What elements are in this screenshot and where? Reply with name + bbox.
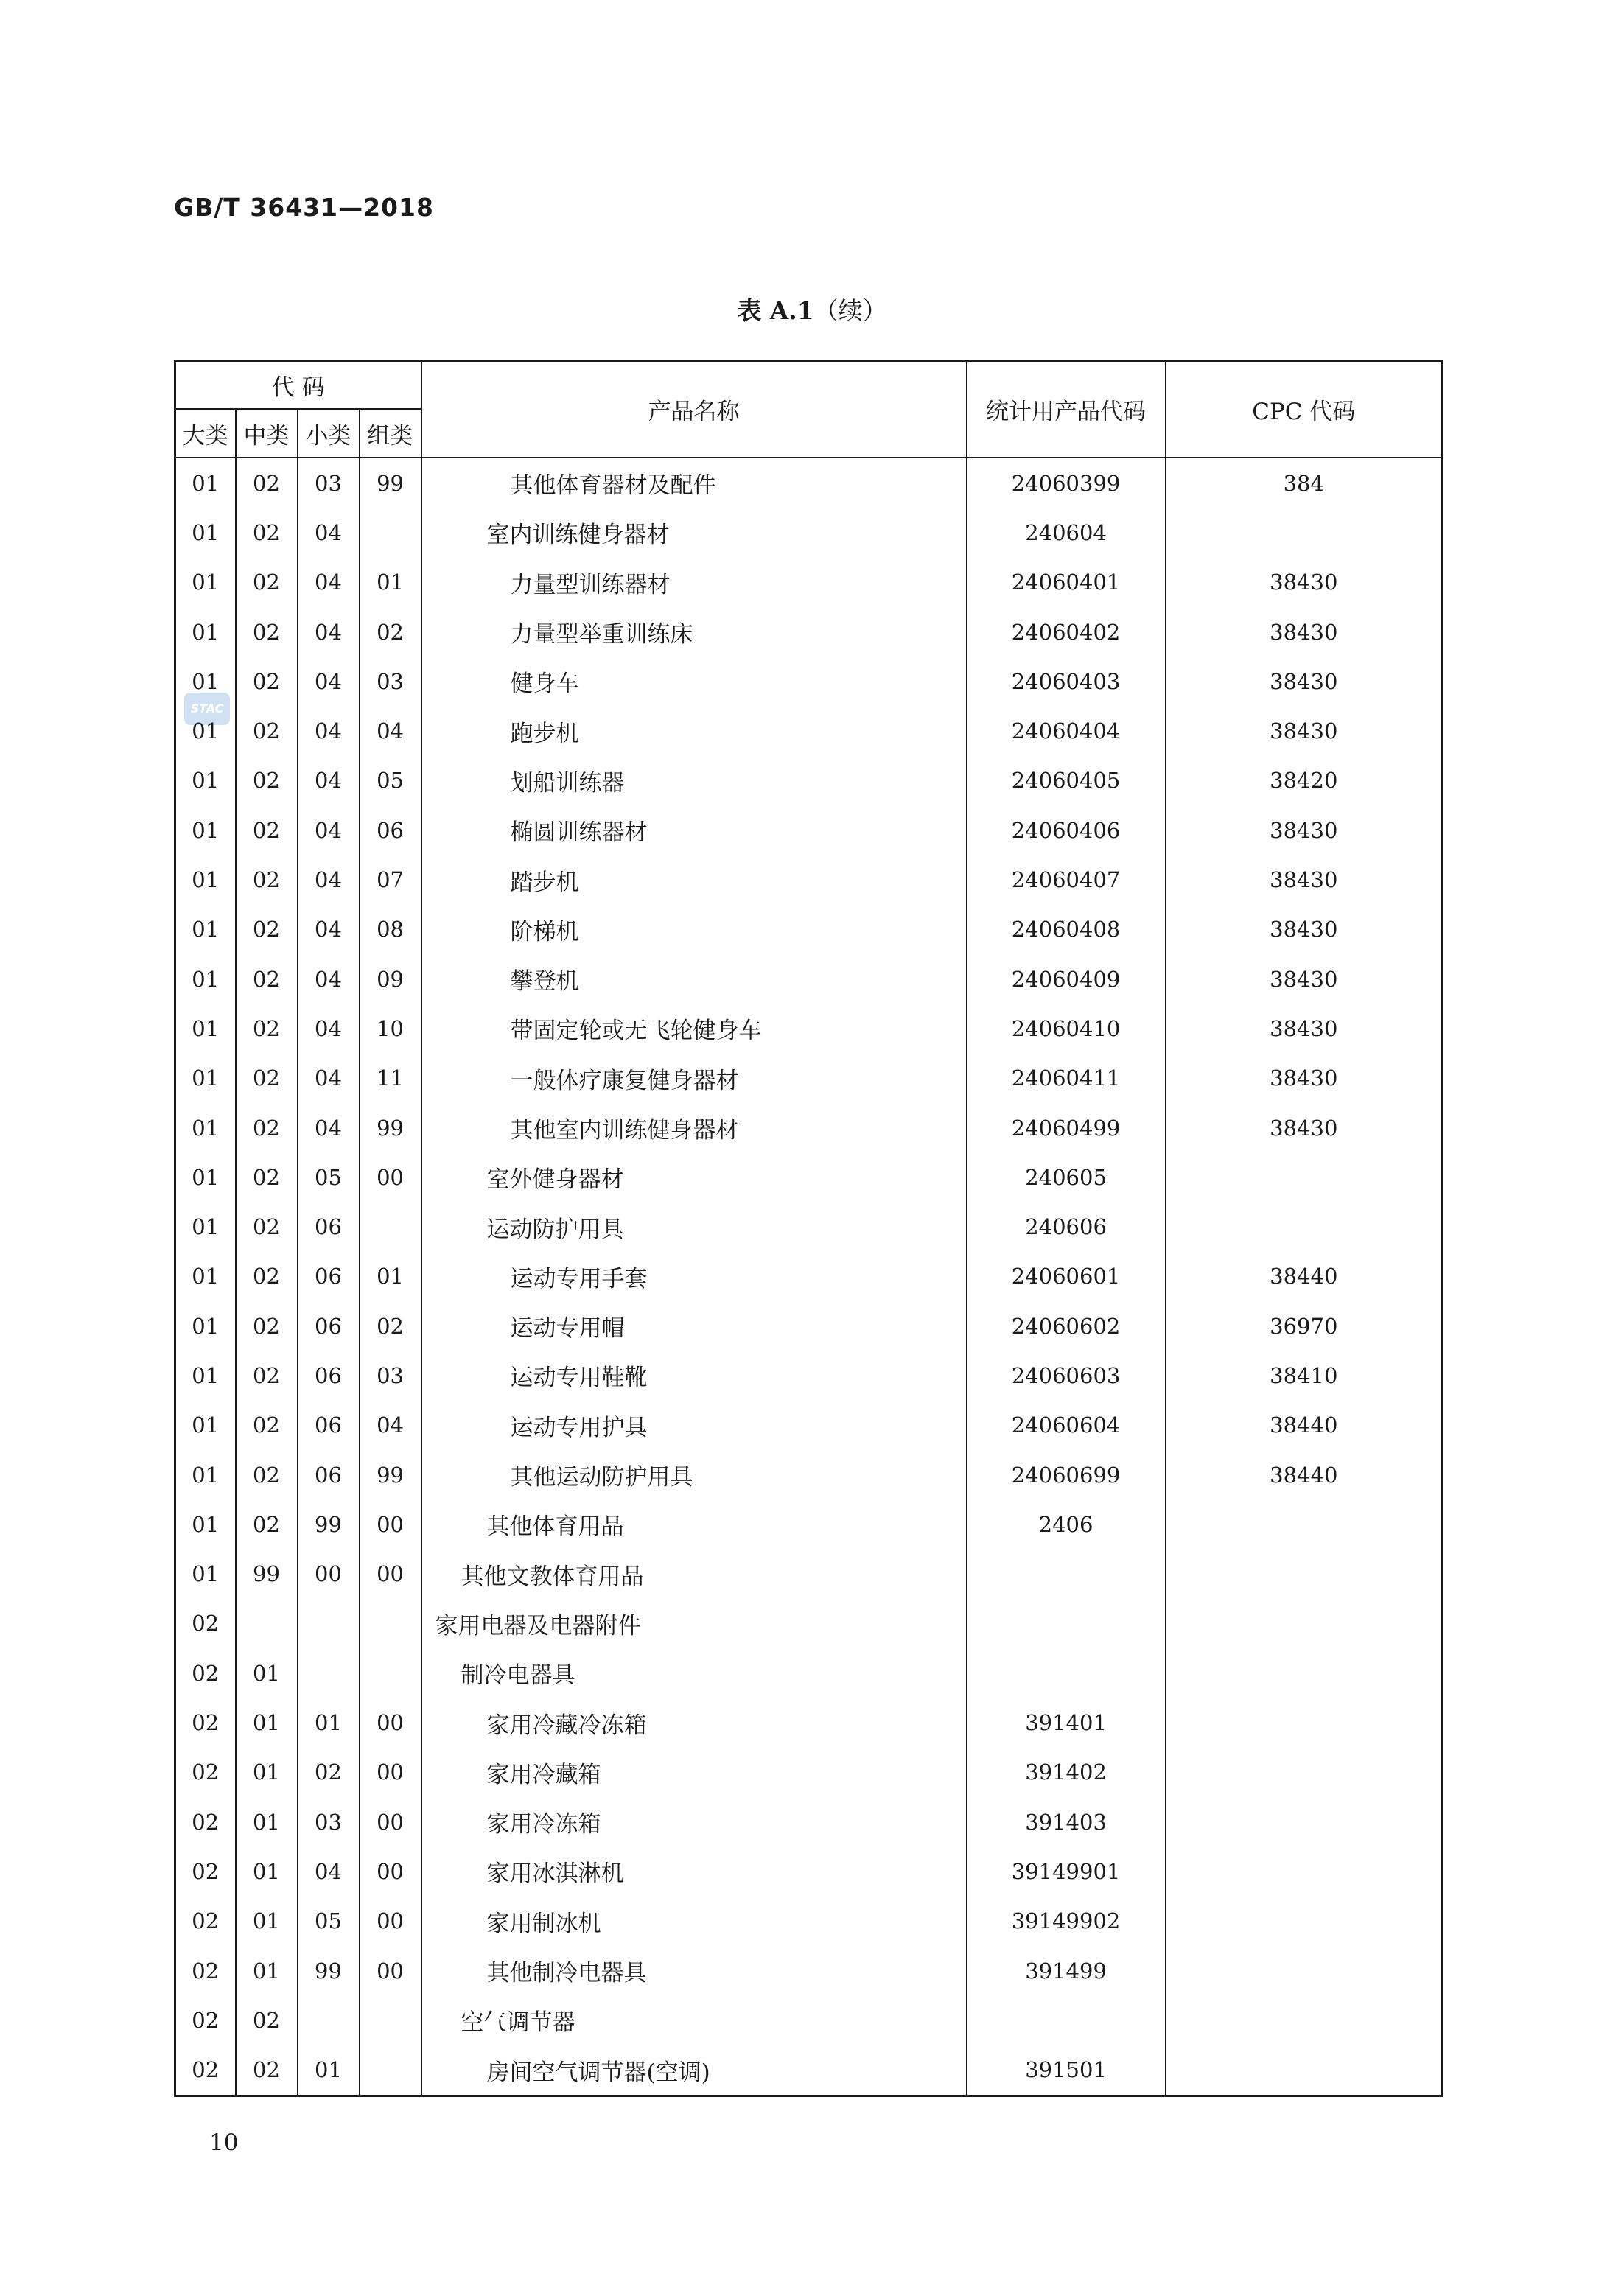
table-caption-suffix: （续） <box>813 296 887 325</box>
product-name-cell: 家用冷藏箱 <box>421 1748 967 1797</box>
table-row <box>175 508 1443 557</box>
code-group-cell: 11 <box>360 1054 421 1103</box>
code-group-cell: 00 <box>360 1748 421 1797</box>
code-group-cell: 99 <box>360 1103 421 1152</box>
code-major-cell: 01 <box>175 1550 236 1599</box>
code-minor-cell: 06 <box>298 1450 360 1499</box>
table-row <box>175 1995 1443 2045</box>
code-group-cell: 99 <box>360 458 421 508</box>
code-minor-cell: 05 <box>298 1152 360 1202</box>
product-name-cell: 运动专用鞋靴 <box>421 1351 967 1400</box>
cpc-code-cell <box>1166 1152 1443 1202</box>
code-middle-cell: 01 <box>236 1698 298 1747</box>
stat-code-cell <box>967 1995 1166 2045</box>
code-major-cell: 01 <box>175 1152 236 1202</box>
stat-code-cell: 240604 <box>967 508 1166 557</box>
code-group-cell <box>360 1202 421 1251</box>
code-major-cell: 02 <box>175 1897 236 1946</box>
code-middle-cell: 01 <box>236 1797 298 1846</box>
product-name-cell: 家用冷藏冷冻箱 <box>421 1698 967 1747</box>
code-group-cell: 00 <box>360 1550 421 1599</box>
cpc-code-cell <box>1166 1648 1443 1698</box>
table-caption <box>0 292 1624 326</box>
code-middle-cell: 02 <box>236 2045 298 2096</box>
table-row <box>175 1599 1443 1648</box>
table-row <box>175 1054 1443 1103</box>
cpc-code-cell: 38430 <box>1166 657 1443 706</box>
code-group-cell: 04 <box>360 1401 421 1450</box>
code-major-cell: 02 <box>175 1599 236 1648</box>
code-major-cell: 01 <box>175 855 236 904</box>
cpc-code-cell: 38430 <box>1166 805 1443 855</box>
product-name-cell: 阶梯机 <box>421 905 967 954</box>
code-major-cell: 01 <box>175 1499 236 1549</box>
product-name-cell: 家用制冰机 <box>421 1897 967 1946</box>
code-group-cell: 04 <box>360 706 421 755</box>
stat-code-cell: 24060404 <box>967 706 1166 755</box>
code-minor-cell: 04 <box>298 706 360 755</box>
stat-code-cell: 391401 <box>967 1698 1166 1747</box>
stat-code-cell: 24060411 <box>967 1054 1166 1103</box>
stat-code-cell: 24060399 <box>967 458 1166 508</box>
code-group-cell: 00 <box>360 1897 421 1946</box>
code-minor-cell: 04 <box>298 508 360 557</box>
cpc-code-cell <box>1166 1499 1443 1549</box>
code-major-cell: 01 <box>175 1252 236 1301</box>
table-row <box>175 607 1443 657</box>
product-name-cell: 其他体育器材及配件 <box>421 458 967 508</box>
table-row <box>175 1846 1443 1896</box>
table-row <box>175 1301 1443 1351</box>
code-middle-cell: 02 <box>236 1252 298 1301</box>
stat-code-cell <box>967 1599 1166 1648</box>
code-minor-cell <box>298 1599 360 1648</box>
table-row <box>175 1748 1443 1797</box>
product-name-cell: 空气调节器 <box>421 1995 967 2045</box>
code-middle-cell: 01 <box>236 1846 298 1896</box>
cpc-code-cell <box>1166 1797 1443 1846</box>
stat-code-cell: 24060604 <box>967 1401 1166 1450</box>
cpc-code-cell <box>1166 1946 1443 1995</box>
code-group-cell: 07 <box>360 855 421 904</box>
stat-code-cell: 391402 <box>967 1748 1166 1797</box>
code-major-cell: 02 <box>175 1748 236 1797</box>
table-row <box>175 2045 1443 2096</box>
table-row <box>175 1550 1443 1599</box>
product-name-cell: 制冷电器具 <box>421 1648 967 1698</box>
table-row <box>175 458 1443 508</box>
stat-code-cell: 24060403 <box>967 657 1166 706</box>
code-middle-cell: 02 <box>236 855 298 904</box>
code-group-cell: 01 <box>360 1252 421 1301</box>
header-code-group: 代 码 <box>175 361 421 410</box>
code-group-cell <box>360 508 421 557</box>
table-row <box>175 1202 1443 1251</box>
watermark-stamp: STAC <box>184 693 230 725</box>
code-major-cell: 01 <box>175 954 236 1004</box>
code-minor-cell <box>298 1648 360 1698</box>
product-name-cell: 其他文教体育用品 <box>421 1550 967 1599</box>
code-minor-cell: 04 <box>298 805 360 855</box>
code-group-cell: 00 <box>360 1499 421 1549</box>
code-group-cell: 01 <box>360 558 421 607</box>
cpc-code-cell: 384 <box>1166 458 1443 508</box>
cpc-code-cell <box>1166 2045 1443 2096</box>
product-name-cell: 力量型举重训练床 <box>421 607 967 657</box>
code-middle-cell: 01 <box>236 1748 298 1797</box>
code-middle-cell: 02 <box>236 1103 298 1152</box>
stat-code-cell: 39149902 <box>967 1897 1166 1946</box>
table-row <box>175 657 1443 706</box>
code-middle-cell: 02 <box>236 1054 298 1103</box>
code-major-cell: 01 <box>175 1401 236 1450</box>
product-name-cell: 房间空气调节器(空调) <box>421 2045 967 2096</box>
product-name-cell: 家用电器及电器附件 <box>421 1599 967 1648</box>
stat-code-cell: 24060405 <box>967 756 1166 805</box>
code-minor-cell: 04 <box>298 905 360 954</box>
table-row <box>175 1499 1443 1549</box>
code-group-cell: 05 <box>360 756 421 805</box>
stat-code-cell: 391403 <box>967 1797 1166 1846</box>
code-middle-cell: 02 <box>236 1004 298 1053</box>
code-middle-cell: 02 <box>236 1499 298 1549</box>
code-major-cell: 02 <box>175 2045 236 2096</box>
code-group-cell: 03 <box>360 1351 421 1400</box>
code-group-cell <box>360 2045 421 2096</box>
cpc-code-cell <box>1166 1698 1443 1747</box>
code-group-cell: 00 <box>360 1797 421 1846</box>
code-group-cell: 02 <box>360 1301 421 1351</box>
stat-code-cell: 24060401 <box>967 558 1166 607</box>
code-middle-cell: 02 <box>236 756 298 805</box>
table-row <box>175 558 1443 607</box>
code-group-cell: 10 <box>360 1004 421 1053</box>
product-code-table <box>174 360 1443 2097</box>
header-major-class: 大类 <box>175 409 236 458</box>
code-minor-cell: 01 <box>298 1698 360 1747</box>
code-middle-cell: 02 <box>236 1152 298 1202</box>
cpc-code-cell: 38440 <box>1166 1401 1443 1450</box>
code-minor-cell: 04 <box>298 855 360 904</box>
code-major-cell: 01 <box>175 1004 236 1053</box>
table-row <box>175 706 1443 755</box>
cpc-code-cell: 38430 <box>1166 905 1443 954</box>
product-name-cell: 椭圆训练器材 <box>421 805 967 855</box>
table-caption-label: 表 A.1 <box>737 296 814 325</box>
stat-code-cell: 39149901 <box>967 1846 1166 1896</box>
product-name-cell: 跑步机 <box>421 706 967 755</box>
cpc-code-cell: 38430 <box>1166 706 1443 755</box>
table-row <box>175 1004 1443 1053</box>
stat-code-cell: 240605 <box>967 1152 1166 1202</box>
code-group-cell: 09 <box>360 954 421 1004</box>
product-name-cell: 家用冰淇淋机 <box>421 1846 967 1896</box>
table-row <box>175 1698 1443 1747</box>
cpc-code-cell: 38420 <box>1166 756 1443 805</box>
code-minor-cell: 99 <box>298 1946 360 1995</box>
stat-code-cell: 24060602 <box>967 1301 1166 1351</box>
stat-code-cell: 24060402 <box>967 607 1166 657</box>
code-group-cell: 99 <box>360 1450 421 1499</box>
code-middle-cell: 02 <box>236 905 298 954</box>
code-middle-cell: 01 <box>236 1897 298 1946</box>
code-middle-cell <box>236 1599 298 1648</box>
product-name-cell: 带固定轮或无飞轮健身车 <box>421 1004 967 1053</box>
code-middle-cell: 02 <box>236 1351 298 1400</box>
cpc-code-cell <box>1166 1846 1443 1896</box>
product-name-cell: 运动防护用具 <box>421 1202 967 1251</box>
code-middle-cell: 02 <box>236 954 298 1004</box>
code-major-cell: 01 <box>175 1351 236 1400</box>
stat-code-cell <box>967 1550 1166 1599</box>
code-major-cell: 01 <box>175 458 236 508</box>
table-row <box>175 1252 1443 1301</box>
code-major-cell: 02 <box>175 1648 236 1698</box>
code-major-cell: 02 <box>175 1797 236 1846</box>
code-major-cell: 02 <box>175 1846 236 1896</box>
code-major-cell: 01 <box>175 905 236 954</box>
code-major-cell: 01 <box>175 607 236 657</box>
code-major-cell: 01 <box>175 1054 236 1103</box>
code-group-cell: 00 <box>360 1846 421 1896</box>
stat-code-cell: 24060409 <box>967 954 1166 1004</box>
code-middle-cell: 02 <box>236 558 298 607</box>
code-middle-cell: 02 <box>236 1202 298 1251</box>
cpc-code-cell <box>1166 508 1443 557</box>
table-row <box>175 1351 1443 1400</box>
stat-code-cell: 2406 <box>967 1499 1166 1549</box>
code-group-cell: 00 <box>360 1946 421 1995</box>
code-minor-cell: 03 <box>298 458 360 508</box>
header-group-class: 组类 <box>360 409 421 458</box>
code-group-cell: 06 <box>360 805 421 855</box>
code-minor-cell: 06 <box>298 1202 360 1251</box>
cpc-code-cell: 38430 <box>1166 855 1443 904</box>
product-name-cell: 力量型训练器材 <box>421 558 967 607</box>
cpc-code-cell: 38410 <box>1166 1351 1443 1400</box>
cpc-code-cell <box>1166 1748 1443 1797</box>
cpc-code-cell <box>1166 1995 1443 2045</box>
code-minor-cell: 04 <box>298 558 360 607</box>
code-middle-cell: 02 <box>236 1995 298 2045</box>
code-minor-cell: 04 <box>298 1054 360 1103</box>
header-middle-class: 中类 <box>236 409 298 458</box>
table-row <box>175 954 1443 1004</box>
code-major-cell: 01 <box>175 1103 236 1152</box>
code-minor-cell: 03 <box>298 1797 360 1846</box>
product-name-cell: 划船训练器 <box>421 756 967 805</box>
product-name-cell: 运动专用帽 <box>421 1301 967 1351</box>
code-middle-cell: 02 <box>236 1450 298 1499</box>
cpc-code-cell: 38430 <box>1166 954 1443 1004</box>
cpc-code-cell: 38430 <box>1166 607 1443 657</box>
code-middle-cell: 01 <box>236 1946 298 1995</box>
product-name-cell: 攀登机 <box>421 954 967 1004</box>
code-major-cell: 01 <box>175 558 236 607</box>
cpc-code-cell: 38440 <box>1166 1252 1443 1301</box>
code-middle-cell: 02 <box>236 657 298 706</box>
page-number: 10 <box>209 2129 239 2156</box>
stat-code-cell: 391499 <box>967 1946 1166 1995</box>
product-name-cell: 其他室内训练健身器材 <box>421 1103 967 1152</box>
stat-code-cell: 24060601 <box>967 1252 1166 1301</box>
cpc-code-cell: 38430 <box>1166 1054 1443 1103</box>
stat-code-cell: 24060406 <box>967 805 1166 855</box>
table-row <box>175 1450 1443 1499</box>
cpc-code-cell: 38430 <box>1166 1103 1443 1152</box>
product-name-cell: 家用冷冻箱 <box>421 1797 967 1846</box>
table-row <box>175 1103 1443 1152</box>
code-group-cell <box>360 1599 421 1648</box>
code-group-cell <box>360 1648 421 1698</box>
product-name-cell: 健身车 <box>421 657 967 706</box>
code-middle-cell: 01 <box>236 1648 298 1698</box>
code-major-cell: 01 <box>175 508 236 557</box>
code-group-cell: 00 <box>360 1152 421 1202</box>
header-cpc-code: CPC 代码 <box>1166 361 1443 458</box>
table-row <box>175 756 1443 805</box>
table-row <box>175 1946 1443 1995</box>
code-major-cell: 01 <box>175 1301 236 1351</box>
code-major-cell: 01 <box>175 706 236 755</box>
stat-code-cell: 240606 <box>967 1202 1166 1251</box>
code-middle-cell: 02 <box>236 458 298 508</box>
code-major-cell: 01 <box>175 1450 236 1499</box>
code-major-cell: 02 <box>175 1995 236 2045</box>
code-middle-cell: 02 <box>236 508 298 557</box>
header-minor-class: 小类 <box>298 409 360 458</box>
stat-code-cell: 24060499 <box>967 1103 1166 1152</box>
code-major-cell: 01 <box>175 657 236 706</box>
code-minor-cell: 04 <box>298 657 360 706</box>
product-name-cell: 室外健身器材 <box>421 1152 967 1202</box>
stat-code-cell: 391501 <box>967 2045 1166 2096</box>
code-middle-cell: 02 <box>236 805 298 855</box>
code-minor-cell: 02 <box>298 1748 360 1797</box>
code-minor-cell <box>298 1995 360 2045</box>
product-name-cell: 室内训练健身器材 <box>421 508 967 557</box>
table-row <box>175 1648 1443 1698</box>
code-major-cell: 02 <box>175 1698 236 1747</box>
code-minor-cell: 04 <box>298 954 360 1004</box>
code-minor-cell: 00 <box>298 1550 360 1599</box>
product-name-cell: 其他运动防护用具 <box>421 1450 967 1499</box>
table-row <box>175 805 1443 855</box>
code-minor-cell: 06 <box>298 1252 360 1301</box>
code-middle-cell: 02 <box>236 607 298 657</box>
stat-code-cell: 24060699 <box>967 1450 1166 1499</box>
table-body <box>175 458 1443 2096</box>
code-minor-cell: 06 <box>298 1401 360 1450</box>
product-name-cell: 踏步机 <box>421 855 967 904</box>
code-minor-cell: 04 <box>298 756 360 805</box>
cpc-code-cell <box>1166 1202 1443 1251</box>
code-group-cell <box>360 1995 421 2045</box>
product-name-cell: 其他制冷电器具 <box>421 1946 967 1995</box>
code-major-cell: 01 <box>175 756 236 805</box>
code-minor-cell: 06 <box>298 1301 360 1351</box>
product-name-cell: 一般体疗康复健身器材 <box>421 1054 967 1103</box>
code-major-cell: 01 <box>175 805 236 855</box>
header-product-name: 产品名称 <box>421 361 967 458</box>
stat-code-cell: 24060410 <box>967 1004 1166 1053</box>
code-group-cell: 00 <box>360 1698 421 1747</box>
product-name-cell: 运动专用护具 <box>421 1401 967 1450</box>
code-middle-cell: 02 <box>236 706 298 755</box>
product-name-cell: 运动专用手套 <box>421 1252 967 1301</box>
table-row <box>175 1797 1443 1846</box>
product-name-cell: 其他体育用品 <box>421 1499 967 1549</box>
cpc-code-cell: 36970 <box>1166 1301 1443 1351</box>
standard-number: GB/T 36431—2018 <box>174 193 434 222</box>
code-group-cell: 02 <box>360 607 421 657</box>
cpc-code-cell: 38440 <box>1166 1450 1443 1499</box>
cpc-code-cell: 38430 <box>1166 1004 1443 1053</box>
stat-code-cell: 24060407 <box>967 855 1166 904</box>
code-minor-cell: 04 <box>298 607 360 657</box>
code-minor-cell: 04 <box>298 1004 360 1053</box>
code-major-cell: 02 <box>175 1946 236 1995</box>
code-major-cell: 01 <box>175 1202 236 1251</box>
table-row <box>175 1897 1443 1946</box>
cpc-code-cell <box>1166 1599 1443 1648</box>
code-minor-cell: 06 <box>298 1351 360 1400</box>
stat-code-cell <box>967 1648 1166 1698</box>
cpc-code-cell <box>1166 1897 1443 1946</box>
code-middle-cell: 02 <box>236 1401 298 1450</box>
stat-code-cell: 24060408 <box>967 905 1166 954</box>
table-row <box>175 905 1443 954</box>
code-minor-cell: 04 <box>298 1846 360 1896</box>
cpc-code-cell: 38430 <box>1166 558 1443 607</box>
code-group-cell: 03 <box>360 657 421 706</box>
code-minor-cell: 05 <box>298 1897 360 1946</box>
table-row <box>175 1401 1443 1450</box>
code-minor-cell: 99 <box>298 1499 360 1549</box>
code-middle-cell: 02 <box>236 1301 298 1351</box>
code-minor-cell: 04 <box>298 1103 360 1152</box>
code-minor-cell: 01 <box>298 2045 360 2096</box>
table-row <box>175 855 1443 904</box>
code-middle-cell: 99 <box>236 1550 298 1599</box>
cpc-code-cell <box>1166 1550 1443 1599</box>
table-row <box>175 1152 1443 1202</box>
code-group-cell: 08 <box>360 905 421 954</box>
header-stat-code: 统计用产品代码 <box>967 361 1166 458</box>
stat-code-cell: 24060603 <box>967 1351 1166 1400</box>
